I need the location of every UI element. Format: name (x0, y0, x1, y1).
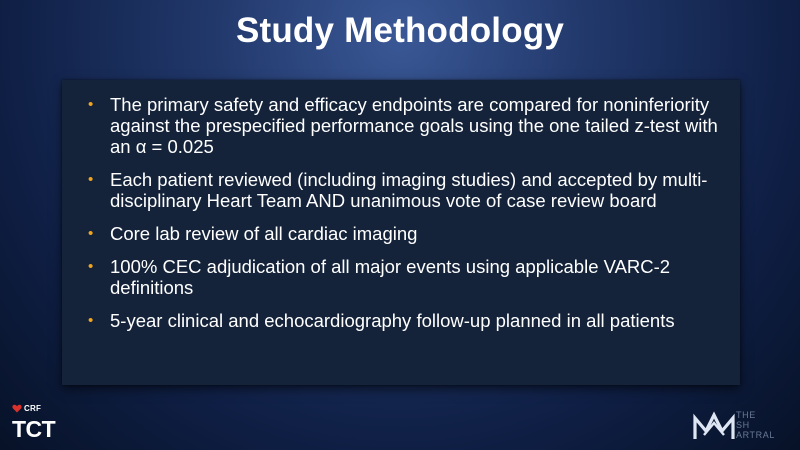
bullet-marker-icon: • (88, 258, 94, 275)
sh-text-line-2: SH (736, 420, 750, 430)
bullet-text: 5-year clinical and echocardiography follow-up planned in all patients (110, 310, 675, 331)
crown-heart-icon (692, 408, 736, 444)
bullet-marker-icon: • (88, 312, 94, 329)
bullet-marker-icon: • (88, 171, 94, 188)
sh-text-line-3: ARTRAL (736, 430, 775, 440)
bullet-marker-icon: • (88, 225, 94, 242)
sh-text-line-1: THE (736, 410, 756, 420)
crf-row (12, 404, 41, 413)
content-box (62, 80, 740, 385)
bullet-item-2 (88, 169, 724, 211)
bullet-item-1 (88, 94, 724, 157)
bullet-list (62, 80, 740, 331)
structural-heart-logo (692, 404, 796, 446)
bullet-text: 100% CEC adjudication of all major events using applicable VARC-2 definitions (110, 256, 671, 298)
heart-icon (12, 404, 22, 413)
bullet-text: Each patient reviewed (including imaging studies) and accepted by multi-disciplinary Heart Team AND unanimous vote of case review board (110, 169, 708, 211)
crf-tct-logo (8, 404, 78, 446)
tct-text: TCT (12, 416, 56, 442)
bullet-marker-icon: • (88, 96, 94, 113)
slide-title: Study Methodology (235, 11, 565, 50)
bullet-text: The primary safety and efficacy endpoints are compared for noninferiority against the prespecified performance goals using the one tailed z-test with an α = 0.025 (110, 94, 718, 157)
crf-text: CRF (24, 404, 42, 413)
bullet-item-3 (88, 223, 724, 244)
bullet-item-5 (88, 310, 724, 331)
bullet-text: Core lab review of all cardiac imaging (110, 223, 418, 244)
bullet-item-4 (88, 256, 724, 298)
